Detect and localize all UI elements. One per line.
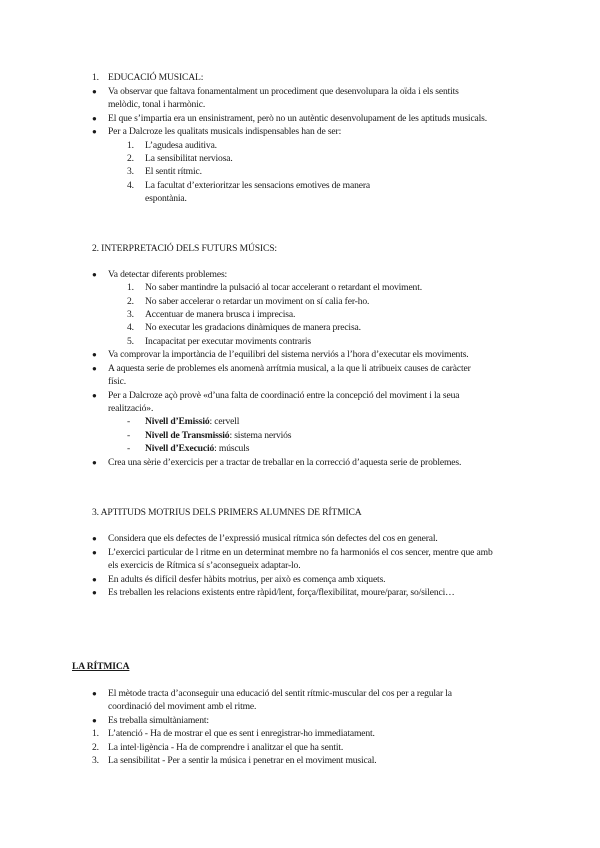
level-item	[145, 416, 239, 428]
section-4-title: LA RÍTMICA	[72, 661, 130, 672]
s2-item: No executar les gradacions dinàmiques de manera precisa.	[145, 322, 361, 333]
s3-bullet-4: Es treballen les relacions existents entre ràpid/lent, força/flexibilitat, moure/parar, so/silenci…	[108, 587, 455, 598]
level-value: : sistema nerviós	[229, 430, 292, 441]
s1-bullet-1-line-1: Va observar que faltava fonamentalment un procediment que desenvolupara la oïda i els sentits	[108, 86, 459, 97]
dash-marker: -	[127, 416, 131, 427]
s1-item-number: 3.	[127, 166, 134, 177]
s3-bullet-2-line-1: L’exercici particular de l ritme en un determinat membre no fa harmoniós el cos sencer, mentre que amb	[108, 547, 493, 558]
bullet-icon: ●	[92, 716, 97, 725]
s4-item-number: 3.	[92, 755, 99, 766]
s1-item: L’agudesa auditiva.	[145, 140, 217, 151]
level-item	[145, 443, 249, 455]
s2-bullet-4-line-2: realització».	[108, 403, 154, 414]
s1-item-number: 1.	[127, 140, 134, 151]
bullet-icon: ●	[92, 270, 97, 279]
s2-item: No saber mantindre la pulsació al tocar accelerant o retardant el moviment.	[145, 282, 422, 293]
section-1-number: 1.	[92, 72, 99, 83]
level-name: Nivell d’Execució	[145, 443, 215, 454]
s4-item-number: 2.	[92, 742, 99, 753]
bullet-icon: ●	[92, 689, 97, 698]
s2-item-number: 5.	[127, 336, 134, 347]
s3-bullet-2-line-2: els exercicis de Rítmica sí s’aconsegueix adaptar-lo.	[108, 560, 301, 571]
dash-marker: -	[127, 443, 131, 454]
bullet-icon: ●	[92, 458, 97, 467]
s1-item: La sensibilitat nerviosa.	[145, 153, 233, 164]
s2-item-number: 3.	[127, 309, 134, 320]
bullet-icon: ●	[92, 391, 97, 400]
bullet-icon: ●	[92, 127, 97, 136]
s1-bullet-3: Per a Dalcroze les qualitats musicals indispensables han de ser:	[108, 126, 342, 137]
s2-bullet-4-line-1: Per a Dalcroze açò provè «d’una falta de coordinació entre la concepció del moviment i la seua	[108, 390, 460, 401]
bullet-icon: ●	[92, 548, 97, 557]
s4-item: La sensibilitat - Per a sentir la música i penetrar en el moviment musical.	[108, 755, 377, 766]
s2-bullet-3-line-2: físic.	[108, 376, 127, 387]
s3-bullet-1: Considera que els defectes de l’expressió musical rítmica són defectes del cos en general.	[108, 533, 438, 544]
s2-item: Accentuar de manera brusca i imprecisa.	[145, 309, 296, 320]
s1-item-4-continued: espontània.	[145, 193, 187, 204]
s2-item: No saber accelerar o retardar un moviment on sí calia fer-ho.	[145, 296, 370, 307]
s4-bullet-2: Es treballa simultàniament:	[108, 715, 209, 726]
s1-bullet-1-line-2: melòdic, tonal i harmònic.	[108, 99, 206, 110]
bullet-icon: ●	[92, 364, 97, 373]
bullet-icon: ●	[92, 588, 97, 597]
s4-item: La intel·ligència - Ha de comprendre i analitzar el que ha sentit.	[108, 742, 344, 753]
s1-item-number: 4.	[127, 180, 134, 191]
bullet-icon: ●	[92, 87, 97, 96]
s4-bullet-1-line-2: coordinació del moviment amb el ritme.	[108, 701, 257, 712]
level-value: : músculs	[214, 443, 250, 454]
dash-marker: -	[127, 430, 131, 441]
section-3-title: 3. APTITUDS MOTRIUS DELS PRIMERS ALUMNES DE RÍTMICA	[92, 507, 362, 518]
s2-bullet-2: Va comprovar la importància de l’equilibri del sistema nerviós a l’hora d’executar els moviments.	[108, 349, 469, 360]
level-value: : cervell	[209, 416, 240, 427]
s4-item-number: 1.	[92, 728, 99, 739]
bullet-icon: ●	[92, 350, 97, 359]
s2-item-number: 2.	[127, 296, 134, 307]
s1-item-number: 2.	[127, 153, 134, 164]
s2-item-number: 4.	[127, 322, 134, 333]
section-2-title: 2. INTERPRETACIÓ DELS FUTURS MÚSICS:	[92, 243, 277, 254]
s4-bullet-1-line-1: El mètode tracta d’aconseguir una educació del sentit rítmic-muscular del cos per a regular la	[108, 688, 452, 699]
s1-item: El sentit rítmic.	[145, 166, 202, 177]
bullet-icon: ●	[92, 575, 97, 584]
s2-bullet-3-line-1: A aquesta serie de problemes els anomenà arrítmia musical, a la que li atribueix causes de caràcter	[108, 363, 471, 374]
s1-item: La facultat d’exterioritzar les sensacions emotives de manera	[145, 180, 370, 191]
level-name: Nivell d’Emissió	[145, 416, 210, 427]
bullet-icon: ●	[92, 114, 97, 123]
s1-bullet-2: El que s’impartia era un ensinistrament, però no un autèntic desenvolupament de les aptituds musicals.	[108, 113, 488, 124]
bullet-icon: ●	[92, 534, 97, 543]
section-1-title: EDUCACIÓ MUSICAL:	[108, 72, 204, 83]
s2-item-number: 1.	[127, 282, 134, 293]
s2-bullet-5: Crea una sèrie d’exercicis per a tractar de treballar en la correcció d’aquesta serie de problemes.	[108, 457, 462, 468]
level-item	[145, 430, 291, 442]
s2-item: Incapacitat per executar moviments contraris	[145, 336, 312, 347]
s2-bullet-1: Va detectar diferents problemes:	[108, 269, 228, 280]
s3-bullet-3: En adults és difícil desfer hàbits motrius, per això es comença amb xiquets.	[108, 574, 386, 585]
level-name: Nivell de Transmissió	[145, 430, 230, 441]
s4-item: L’atenció - Ha de mostrar el que es sent i enregistrar-ho immediatament.	[108, 728, 375, 739]
